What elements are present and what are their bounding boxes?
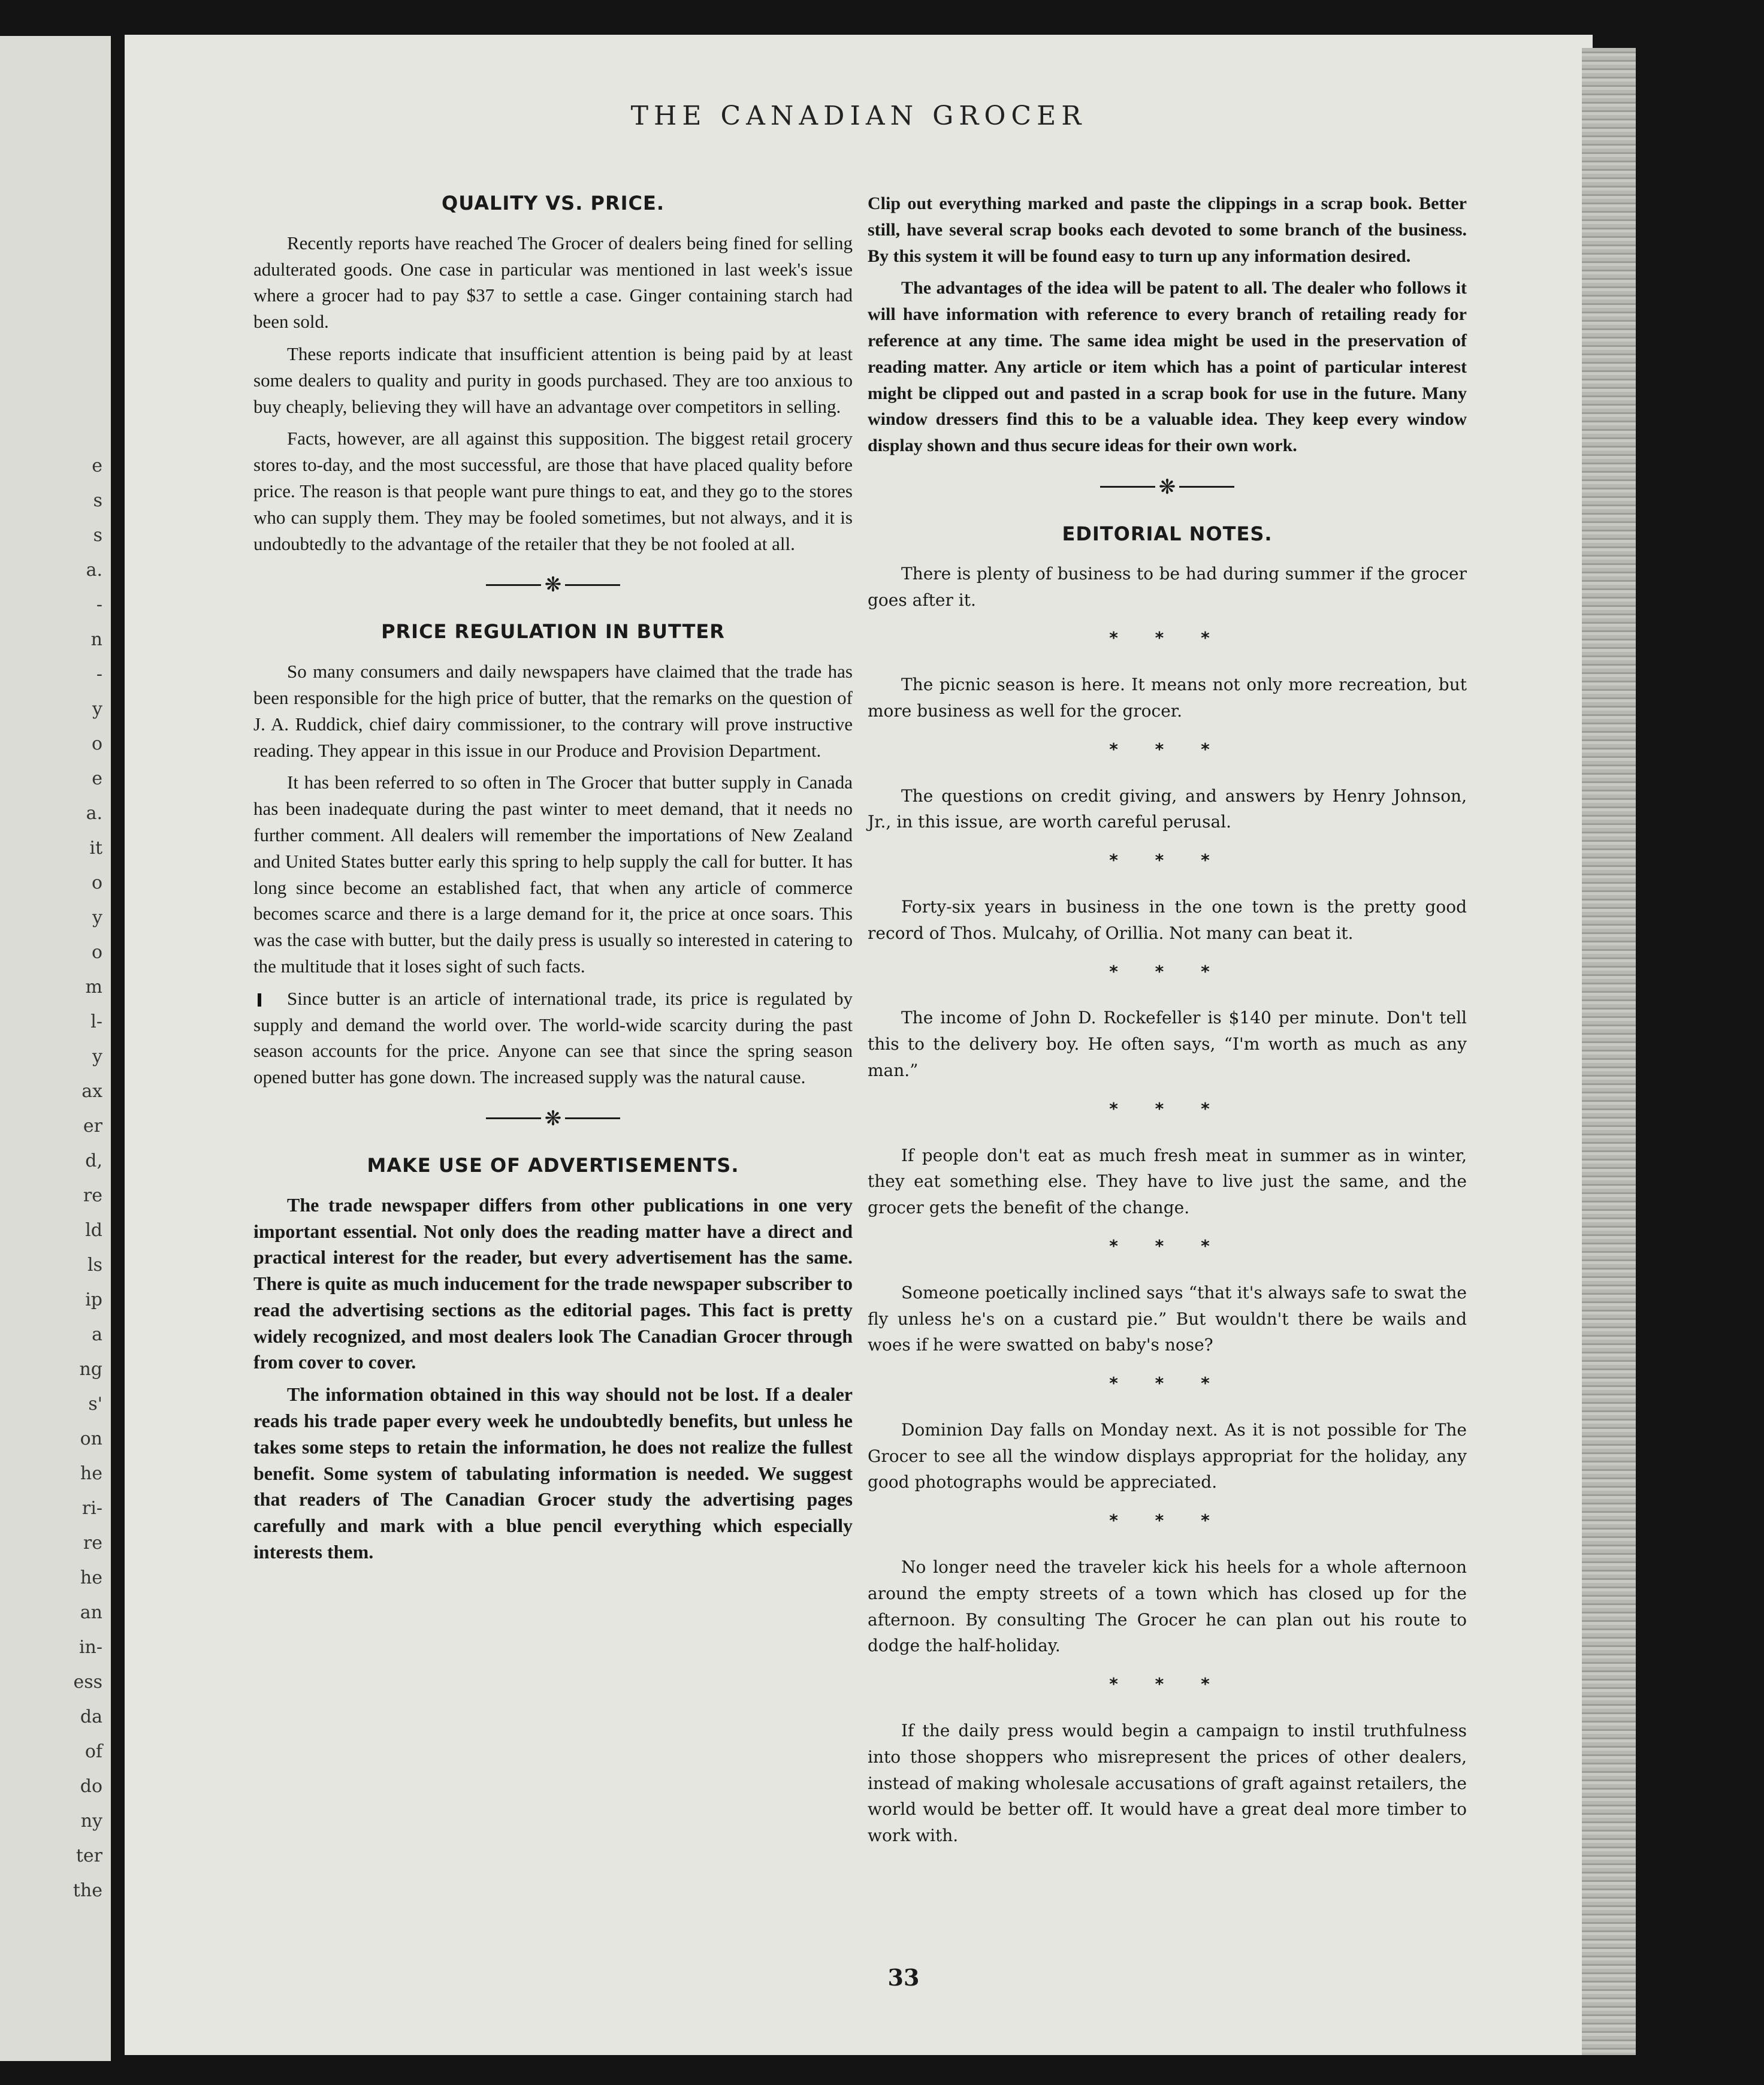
editorial-note: There is plenty of business to be had during summer if the grocer goes after it. <box>868 563 1467 610</box>
section-ornament <box>253 1108 853 1129</box>
ornament-rule <box>486 1117 541 1119</box>
editorial-note: The picnic season is here. It means not only more recreation, but more business as well for the grocer. <box>868 675 1467 721</box>
notes-list <box>868 561 1467 1849</box>
adjacent-text-fragment: a. <box>86 803 102 824</box>
adjacent-text-fragment: y <box>92 1046 102 1067</box>
adjacent-text-fragment: e <box>92 768 102 789</box>
note-separator: * * * <box>1109 850 1225 871</box>
butter-title: PRICE REGULATION IN BUTTER <box>381 620 725 643</box>
note-separator: * * * <box>1109 1373 1225 1394</box>
adjacent-text-fragment: - <box>96 664 102 685</box>
editorial-note: Forty-six years in business in the one town is the pretty good record of Thos. Mulcahy, of Orillia. Not many can beat it. <box>868 896 1467 943</box>
adjacent-text-fragment: o <box>91 942 102 963</box>
note-separator: * * * <box>1109 1674 1225 1694</box>
adjacent-text-fragment: s' <box>88 1394 102 1415</box>
section-ornament <box>253 575 853 595</box>
adjacent-text-fragment: o <box>91 733 102 754</box>
adjacent-text-fragment: the <box>73 1880 102 1901</box>
adjacent-text-fragment: he <box>80 1567 102 1588</box>
ads-title: MAKE USE OF ADVERTISEMENTS. <box>367 1153 739 1177</box>
adjacent-text-fragment: y <box>92 907 102 928</box>
adjacent-text-fragment: ip <box>85 1289 102 1310</box>
ads-paragraph: The trade newspaper differs from other publications in one very important essential. Not only does the reading matter have a direct and practical interest for the reader, but every advertisement has the same. There is quite as much inducement for the trade newspaper subscriber to read the advertising sections as the editorial pages. This fact is pretty widely recognized, and most dealers look The Canadian Grocer through from cover to cover. <box>253 1193 853 1373</box>
running-head: THE CANADIAN GROCER <box>630 101 1087 131</box>
butter-paragraph: So many consumers and daily newspapers have claimed that the trade has been responsible for the high price of butter, that the remarks on the question of J. A. Ruddick, chief dairy commissioner, to the contrary will prove instructive reading. They appear in this issue in our Produce and Provision Department. <box>253 661 853 761</box>
note-separator: * * * <box>1109 1098 1225 1119</box>
note-separator: * * * <box>1109 628 1225 648</box>
adjacent-text-fragment: ls <box>87 1255 102 1276</box>
ornament-rule <box>565 1117 620 1119</box>
adjacent-text-fragment: do <box>80 1776 102 1797</box>
adjacent-text-fragment: s <box>93 525 102 546</box>
ads-paragraph: The advantages of the idea will be patent to all. The dealer who follows it will have information with reference to every branch of retailing ready for reference at any time. The same idea might be used in the preservation of reading matter. Any article or item which has a point of particular interest might be clipped out and pasted in a scrap book for use in the future. Many window dressers find this to be a valuable idea. They keep every window display shown and thus secure ideas for their own work. <box>868 278 1467 456</box>
adjacent-text-fragment: ld <box>85 1220 102 1241</box>
section-ornament <box>868 477 1467 497</box>
editorial-note: Dominion Day falls on Monday next. As it is not possible for The Grocer to see all the window displays appropriat for the holiday, any good photographs would be appreciated. <box>868 1419 1467 1492</box>
flower-icon: ❋ <box>1158 475 1176 499</box>
ads-paragraph: Clip out everything marked and paste the clippings in a scrap book. Better still, have several scrap books each devoted to some branch of the business. By this system it will be found easy to turn up any information desired. <box>868 194 1467 266</box>
adjacent-text-fragment: ny <box>80 1811 102 1832</box>
editorial-note: The income of John D. Rockefeller is $140 per minute. Don't tell this to the delivery boy. He often says, “I'm worth as much as any man.” <box>868 1008 1467 1080</box>
ads-body <box>253 1192 853 1566</box>
flower-icon: ❋ <box>544 1106 562 1131</box>
ads-continued <box>868 191 1467 459</box>
note-separator: * * * <box>1109 961 1225 981</box>
adjacent-text-fragment: e <box>92 455 102 476</box>
adjacent-text-fragment: y <box>92 699 102 720</box>
notes-title: EDITORIAL NOTES. <box>1062 522 1273 545</box>
adjacent-text-fragment: n <box>90 629 102 650</box>
book-edge <box>1582 48 1636 2055</box>
adjacent-text-fragment: of <box>84 1741 102 1762</box>
adjacent-text-fragment: da <box>80 1706 102 1727</box>
left-column <box>253 191 853 1572</box>
quality-paragraph: Facts, however, are all against this supposition. The biggest retail grocery stores to-day, and the most successful, are those that have placed quality before price. The reason is that people want pure things to eat, and they go to the stores who can supply them. They may be fooled sometimes, but not always, and it is undoubtedly to the advantage of the retailer that they be not fooled at all. <box>253 428 853 554</box>
adjacent-text-fragment: l- <box>90 1011 102 1032</box>
ornament-rule <box>565 584 620 586</box>
ornament-rule <box>1179 486 1234 488</box>
adjacent-text-fragment: a. <box>86 560 102 581</box>
right-column <box>868 191 1467 1855</box>
adjacent-text-fragment: s <box>93 490 102 511</box>
note-separator: * * * <box>1109 1235 1225 1256</box>
adjacent-page-edge <box>0 36 111 2061</box>
page-number: 33 <box>887 1964 920 1991</box>
adjacent-text-fragment: it <box>89 838 102 859</box>
butter-paragraph: It has been referred to so often in The Grocer that butter supply in Canada has been inadequate during the past winter to meet demand, that it needs no further comment. All dealers will remember the importations of New Zealand and United States butter early this spring to help supply the call for butter. It has long since become an established fact, that when any article of commerce becomes scarce and there is a large demand for it, the price at once soars. This was the case with butter, but the daily press is usually so interested in catering to the multitude that it loses sight of such facts. <box>253 772 853 977</box>
adjacent-text-fragment: - <box>96 594 102 615</box>
adjacent-text-fragment: ng <box>79 1359 102 1380</box>
butter-paragraph: Since butter is an article of international trade, its price is regulated by supply and demand the world over. The world-wide scarcity during the past season accounts for the price. Anyone can see that since the spring season opened butter has gone down. The increased supply was the natural cause. <box>253 987 853 1088</box>
adjacent-text-fragment: ess <box>73 1672 102 1693</box>
adjacent-text-fragment: o <box>91 872 102 893</box>
adjacent-text-fragment: in- <box>78 1637 102 1658</box>
note-separator: * * * <box>1109 1510 1225 1531</box>
quality-paragraph: These reports indicate that insufficient attention is being paid by at least some dealers to quality and purity in goods purchased. They are too anxious to buy cheaply, believing they will have an advantage over competitors in selling. <box>253 343 853 417</box>
editorial-note: Someone poetically inclined says “that it's always safe to swat the fly unless he's on a custard pie.” But wouldn't there be wails and woes if he were swatted on baby's nose? <box>868 1282 1467 1355</box>
ornament-rule <box>486 584 541 586</box>
adjacent-text-fragment: he <box>80 1463 102 1484</box>
editorial-note: If people don't eat as much fresh meat in summer as in winter, they eat something else. They have to live just the same, and the grocer gets the benefit of the change. <box>868 1145 1467 1218</box>
adjacent-text-fragment: on <box>80 1428 102 1449</box>
adjacent-text-fragment: m <box>85 977 102 998</box>
note-separator: * * * <box>1109 739 1225 759</box>
editorial-note: No longer need the traveler kick his heels for a whole afternoon around the empty streets of a town which has closed up for the afternoon. By consulting The Grocer he can plan out his route to dodge the half-holiday. <box>868 1557 1467 1656</box>
quality-title: QUALITY VS. PRICE. <box>441 192 664 214</box>
adjacent-text-fragment: d, <box>85 1150 102 1171</box>
adjacent-text-fragment: an <box>80 1602 102 1623</box>
adjacent-text-fragment: ter <box>75 1845 102 1866</box>
adjacent-text-fragment: re <box>83 1533 102 1554</box>
editorial-note: If the daily press would begin a campaign to instil truthfulness into those shoppers who misrepresent the prices of other dealers, instead of making wholesale accusations of graft against retailers, the world would be better off. It would have a great deal more timber to work with. <box>868 1721 1467 1846</box>
adjacent-text-fragment: er <box>83 1116 102 1137</box>
magazine-page <box>125 35 1593 2055</box>
quality-paragraph: Recently reports have reached The Grocer of dealers being fined for selling adulterated goods. One case in particular was mentioned in last week's issue where a grocer had to pay $37 to settle a case. Ginger containing starch had been sold. <box>253 232 853 333</box>
ads-paragraph: The information obtained in this way should not be lost. If a dealer reads his trade paper every week he undoubtedly benefits, but unless he takes some steps to retain the information, he does not realize the fullest benefit. Some system of tabulating information is needed. We suggest that readers of The Canadian Grocer study the advertising pages carefully and mark with a blue pencil everything which especially interests them. <box>253 1383 853 1563</box>
adjacent-text-fragment: a <box>92 1324 102 1345</box>
ornament-rule <box>1100 486 1155 488</box>
editorial-note: The questions on credit giving, and answers by Henry Johnson, Jr., in this issue, are worth careful perusal. <box>868 785 1467 832</box>
adjacent-text-fragment: re <box>83 1185 102 1206</box>
adjacent-text-fragment: ri- <box>81 1498 102 1519</box>
adjacent-text-fragment: ax <box>81 1081 102 1102</box>
flower-icon: ❋ <box>544 573 562 597</box>
